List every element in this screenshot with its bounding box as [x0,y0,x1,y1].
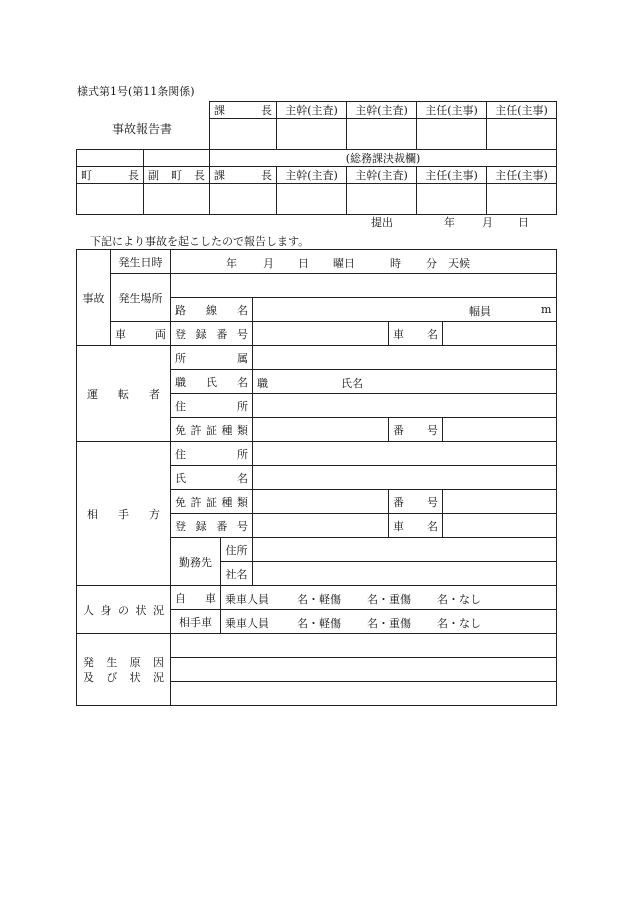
approval-header-manager-1: 主幹(主査) [277,167,347,184]
approval-stamp-box[interactable] [144,184,210,215]
car-name-field[interactable] [443,322,557,346]
own-car-injuries-field[interactable] [221,586,557,610]
license-type-label: 免許証種類 [171,418,253,442]
job-prefix: 職 [257,377,268,390]
affiliation-field[interactable] [253,346,557,370]
minor-injury-label: 名・軽傷 [297,593,341,606]
other-license-number-field[interactable] [443,490,557,514]
driver-address-field[interactable] [253,394,557,418]
approval-header-chief: 課 長 [210,102,277,119]
workplace-address-field[interactable] [253,538,557,562]
occupants-label: 乗車人員 [225,593,269,606]
license-number-label: 番号 [389,418,443,442]
approval-stamp-box[interactable] [277,184,347,215]
name-prefix: 氏名 [341,377,363,390]
intro-text: 下記により事故を起こしたので報告します。 [90,235,310,248]
approval-stamp-box[interactable] [487,119,557,150]
approval-header-staff-2: 主任(主事) [487,167,557,184]
driver-section-label: 運転者 [77,346,171,442]
occurrence-datetime-field[interactable] [171,250,557,274]
dt-hour: 時 [390,257,401,270]
approval-header-manager-2: 主幹(主査) [347,167,417,184]
cause-label-line2: 及び状況 [83,670,164,684]
approval-header-chief: 課 長 [210,167,277,184]
other-car-name-field[interactable] [443,514,557,538]
dt-weekday: 曜日 [333,257,355,270]
approval-header-staff-2: 主任(主事) [487,102,557,119]
approval-stamp-box[interactable] [347,119,417,150]
place-label: 発生場所 [111,274,171,322]
approval-stamp-box[interactable] [277,119,347,150]
approval-stamp-box[interactable] [347,184,417,215]
other-name-label: 氏名 [171,466,253,490]
other-party-section-label: 相手方 [77,442,171,586]
blank-cell [144,150,210,167]
other-car-injuries-field[interactable] [221,610,557,634]
other-license-type-label: 免許証種類 [171,490,253,514]
registration-number-field[interactable] [253,322,389,346]
approval-header-manager-1: 主幹(主査) [277,102,347,119]
other-address-label: 住所 [171,442,253,466]
approval-header-staff-1: 主任(主事) [417,167,487,184]
cause-line-field[interactable] [171,682,557,706]
approval-header-staff-1: 主任(主事) [417,102,487,119]
approval-stamp-box[interactable] [417,119,487,150]
submission-label: 提出 [371,216,393,229]
other-license-number-label: 番号 [389,490,443,514]
approval-stamp-box[interactable] [417,184,487,215]
accident-section-label: 事故 [77,250,111,346]
approval-stamp-box[interactable] [210,119,277,150]
dt-month: 月 [263,257,274,270]
job-name-field[interactable] [253,370,557,394]
workplace-address-label: 住所 [221,538,253,562]
dt-year: 年 [226,257,237,270]
width-label: 幅員 [469,305,491,318]
approval-stamp-box[interactable] [77,184,144,215]
license-type-field[interactable] [253,418,389,442]
injuries-section-label: 人身の状況 [77,586,171,634]
affiliation-label: 所属 [171,346,253,370]
registration-number-label: 登録番号 [171,322,253,346]
route-name-label: 路線名 [171,298,253,322]
other-car-name-label: 車名 [389,514,443,538]
cause-line-field[interactable] [171,658,557,682]
vehicle-label: 車両 [111,322,171,346]
other-registration-field[interactable] [253,514,389,538]
accident-report-table [76,249,557,706]
no-injury-label: 名・なし [437,593,481,606]
serious-injury-label: 名・重傷 [367,593,411,606]
license-number-field[interactable] [443,418,557,442]
place-field[interactable] [171,274,557,298]
serious-injury-label: 名・重傷 [367,617,411,630]
workplace-company-label: 社名 [221,562,253,586]
driver-address-label: 住所 [171,394,253,418]
dt-weather: 天候 [448,257,470,270]
form-reference: 様式第1号(第11条関係) [77,85,195,98]
approval-header-manager-2: 主幹(主査) [347,102,417,119]
other-car-label: 相手車 [171,610,221,634]
other-license-type-field[interactable] [253,490,389,514]
document-title: 事故報告書 [112,122,173,136]
dt-minute: 分 [426,257,437,270]
approval-stamp-box[interactable] [210,184,277,215]
approval-table-general-affairs [76,149,557,215]
cause-section-label [77,634,171,706]
own-car-label: 自 車 [171,586,221,610]
dt-day: 日 [298,257,309,270]
approval-stamp-box[interactable] [487,184,557,215]
minor-injury-label: 名・軽傷 [297,617,341,630]
submission-year: 年 [444,216,455,229]
approval-header-deputy-mayor: 副 町 長 [144,167,210,184]
approval-table-top [209,101,557,150]
route-name-field[interactable] [253,298,557,322]
car-name-label: 車名 [389,322,443,346]
occurrence-datetime-label: 発生日時 [111,250,171,274]
other-registration-label: 登録番号 [171,514,253,538]
cause-label-line1: 発生原因 [83,655,164,669]
other-name-field[interactable] [253,466,557,490]
cause-line-field[interactable] [171,634,557,658]
general-affairs-label: (総務課決裁欄) [210,150,557,167]
other-address-field[interactable] [253,442,557,466]
workplace-company-field[interactable] [253,562,557,586]
submission-day: 日 [518,216,529,229]
submission-month: 月 [482,216,493,229]
blank-cell [77,150,144,167]
occupants-label: 乗車人員 [225,617,269,630]
width-unit: m [541,303,552,316]
approval-header-mayor: 町 長 [77,167,144,184]
workplace-label: 勤務先 [171,538,221,586]
no-injury-label: 名・なし [437,617,481,630]
job-name-label: 職氏名 [171,370,253,394]
